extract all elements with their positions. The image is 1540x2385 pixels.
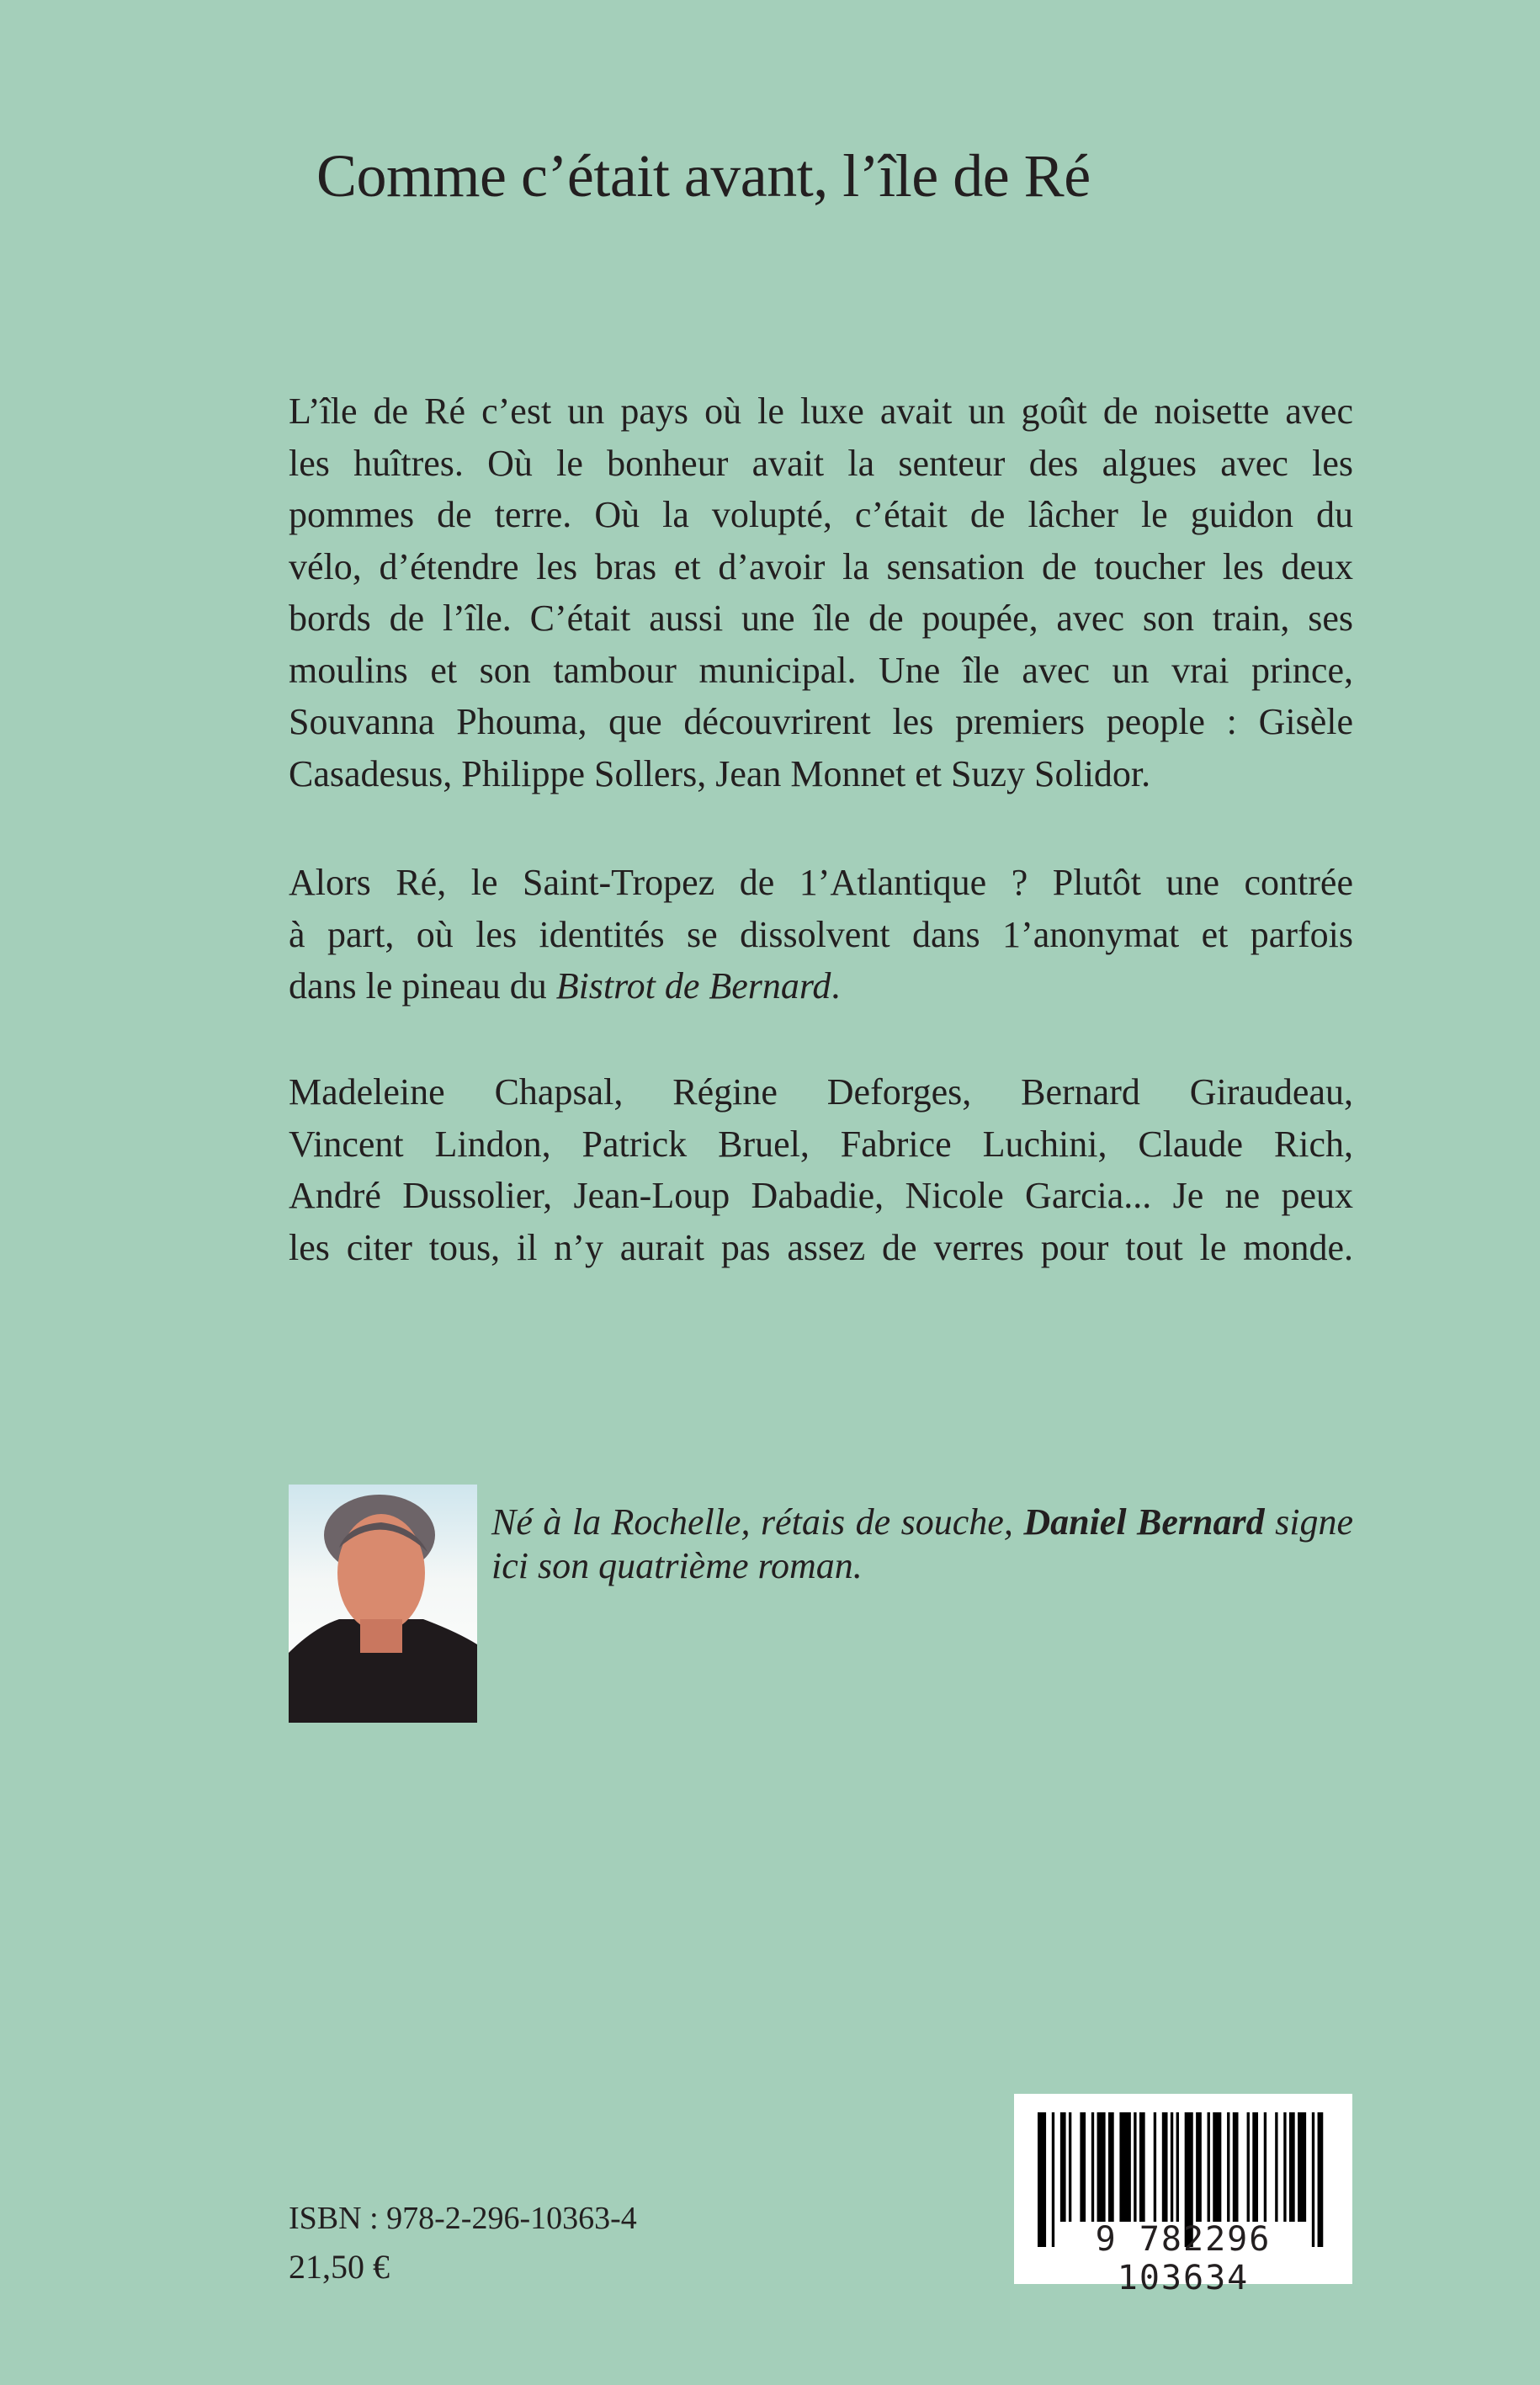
barcode-bar [1091,2112,1094,2222]
barcode-bar [1154,2112,1156,2222]
barcode [1014,2094,1352,2297]
bistrot-title: Bistrot de Bernard [555,965,831,1007]
text-line: vélo, d’étendre les bras et d’avoir la sensation de toucher les deux [289,545,1353,587]
text-segment: signe [1264,1501,1353,1543]
blurb-paragraph-3 [289,1066,1353,1273]
text-line: Casadesus, Philippe Sollers, Jean Monnet et Suzy Solidor. [289,752,1151,794]
isbn: ISBN : 978-2-296-10363-4 [289,2201,637,2236]
text-segment: dans le pineau du [289,965,556,1007]
text-line: Vincent Lindon, Patrick Bruel, Fabrice Luchini, Claude Rich, [289,1123,1353,1165]
author-photo [289,1485,477,1723]
barcode-bar [1283,2112,1286,2222]
barcode-bar [1134,2112,1136,2222]
barcode-bar [1275,2112,1277,2222]
book-title: Comme c’était avant, l’île de Ré [316,142,1091,210]
barcode-bar [1233,2112,1239,2222]
barcode-bar [1289,2112,1295,2222]
barcode-bar [1196,2112,1202,2222]
text-line: Madeleine Chapsal, Régine Deforges, Bernard Giraudeau, [289,1071,1353,1113]
barcode-bar [1252,2112,1258,2222]
barcode-bar [1213,2112,1221,2222]
text-line: les citer tous, il n’y aurait pas assez de verres pour tout le monde. [289,1226,1353,1268]
blurb-paragraph-2 [289,857,1353,1012]
barcode-bar [1097,2112,1106,2222]
barcode-bar [1139,2112,1145,2222]
blurb-paragraph-1 [289,385,1353,799]
text-line: André Dussolier, Jean-Loup Dabadie, Nicole Garcia... Je ne peux [289,1175,1353,1216]
barcode-bar [1247,2112,1250,2222]
text-line: moulins et son tambour municipal. Une île avec un vrai prince, [289,649,1353,691]
barcode-bar [1060,2112,1066,2222]
bio-line: ici son quatrième roman. [491,1545,863,1586]
barcode-bar [1162,2112,1168,2222]
author-bio [491,1501,1353,1588]
barcode-bar [1069,2112,1071,2222]
text-line: Souvanna Phouma, que découvrirent les premiers people : Gisèle [289,701,1353,742]
text-segment: Né à la Rochelle, rétais de souche, [491,1501,1024,1543]
barcode-bar [1119,2112,1130,2222]
barcode-bar [1227,2112,1229,2222]
barcode-bar [1208,2112,1210,2222]
text-line: les huîtres. Où le bonheur avait la senteur des algues avec les [289,442,1353,484]
barcode-bar [1080,2112,1086,2222]
text-line: pommes de terre. Où la volupté, c’était de lâcher le guidon du [289,494,1353,535]
barcode-bar [1264,2112,1267,2222]
text-line: bords de l’île. C’était aussi une île de poupée, avec son train, ses [289,598,1353,639]
barcode-bar [1108,2112,1114,2222]
text-line: Alors Ré, le Saint-Tropez de 1’Atlantique ? Plutôt une contrée [289,862,1353,903]
price: 21,50 € [289,2248,390,2286]
text-line [289,960,1353,1012]
bio-line [491,1501,1353,1544]
author-name: Daniel Bernard [1023,1501,1265,1543]
barcode-number: 9 782296 103634 [1095,2220,1272,2297]
text-line: L’île de Ré c’est un pays où le luxe avait un goût de noisette avec [289,390,1353,432]
barcode-bar [1171,2112,1173,2222]
text-line: à part, où les identités se dissolvent dans 1’anonymat et parfois [289,913,1353,955]
barcode-bar [1298,2112,1306,2222]
barcode-bar [1176,2112,1179,2222]
text-segment: . [831,965,841,1007]
